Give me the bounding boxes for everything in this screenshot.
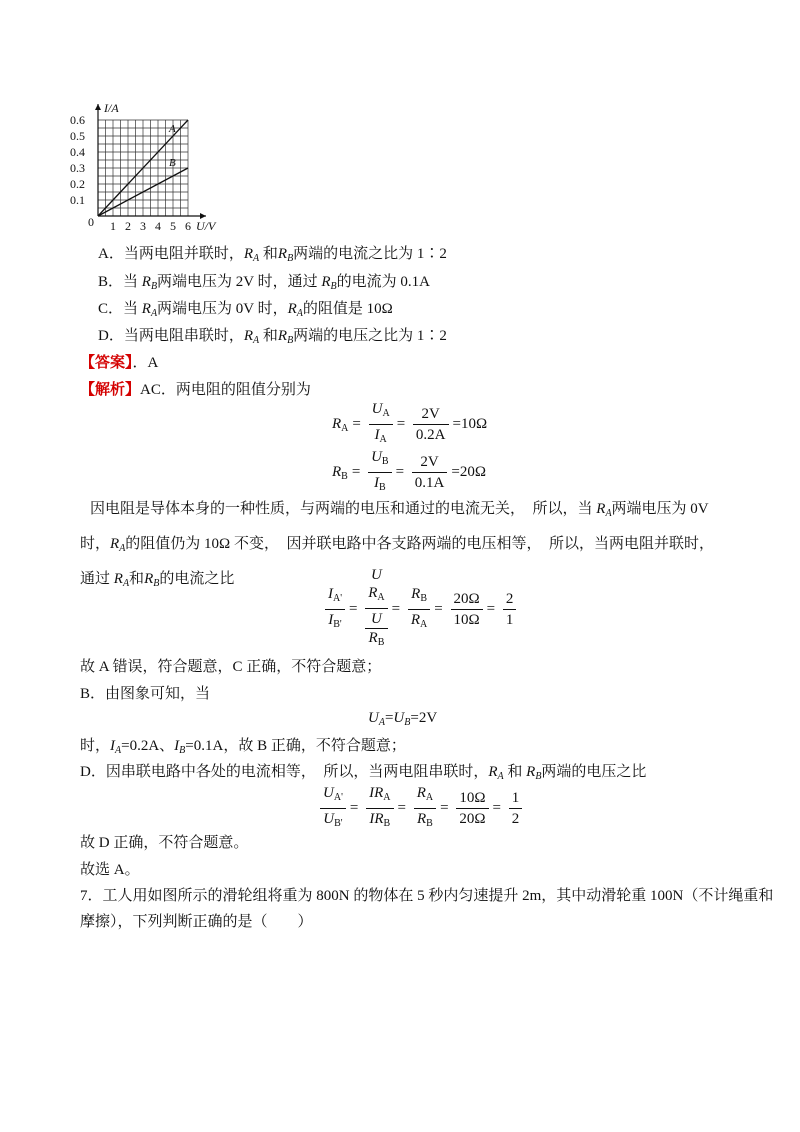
x-tick-label: 4: [155, 219, 161, 233]
option-a: A．当两电阻并联时，$R_A$ 和$R_B$两端的电流之比为 1∶2: [98, 246, 447, 264]
analysis-b-then: 时，$I_A=0.2A$、$I_B=0.1A$，故 B 正确，不符合题意；: [80, 738, 406, 756]
iu-chart: [68, 92, 238, 242]
option-d: D．当两电阻串联时，$R_A$ 和$R_B$两端的电压之比为 1∶2: [98, 328, 447, 346]
y-axis-label: I/A: [104, 101, 119, 115]
analysis-paragraph-1: 因电阻是导体本身的一种性质，与两端的电压和通过的电流无关， 所以，当 $R_A$两端电压为 0V 时，$R_A$的阻值仍为 10Ω 不变， 因并联电路中各支路两端的电压相等， 所以，当两电阻并联时，通过 $R_A$和$R_B$的电流之比: [80, 501, 714, 589]
equation-rb: $R_B$ = $\frac{U_B}{I_B}$ = $\frac{2V}{0.1A}$ =20Ω: [332, 449, 486, 493]
equation-ra: $R_A$ = $\frac{U_A}{I_A}$ = $\frac{2V}{0.2A}$ =10Ω: [332, 401, 488, 445]
question-7-line-2: 摩擦），下列判断正确的是（ ）: [80, 914, 313, 930]
origin-label: 0: [88, 215, 94, 229]
analysis-b-intro: B．由图象可知，当: [80, 686, 211, 702]
x-tick-label: 2: [125, 219, 131, 233]
answer-line: 【答案】．A: [80, 355, 159, 371]
analysis-intro: 【解析】AC．两电阻的阻值分别为: [80, 382, 311, 398]
x-axis-label: U/V: [196, 219, 216, 233]
y-tick-label: 0.6: [70, 113, 85, 127]
conclusion-d: 故 D 正确，不符合题意。: [80, 835, 249, 851]
x-tick-label: 5: [170, 219, 176, 233]
x-tick-label: 1: [110, 219, 116, 233]
y-tick-label: 0.2: [70, 177, 85, 191]
y-tick-label: 0.1: [70, 193, 85, 207]
analysis-label: 【解析】: [80, 382, 141, 398]
y-tick-label: 0.5: [70, 129, 85, 143]
conclusion-ac: 故 A 错误，符合题意，C 正确，不符合题意；: [80, 659, 382, 675]
option-c: C．当 $R_A$两端电压为 0V 时，$R_A$的阻值是 10Ω: [98, 301, 393, 319]
equation-current-ratio: $\frac{I_{A'}}{I_{B'}}$ = U $R_A$ U $R_B$ = $\frac{R_B}{R_A}$ = $\frac{20\Omega}{10\Omega}$ = $\frac{2}{1}$: [323, 566, 518, 652]
x-tick-label: 6: [185, 219, 191, 233]
final-answer: 故选 A。: [80, 862, 140, 878]
equation-voltage-ratio: $\frac{U_{A'}}{U_{B'}}$ = $\frac{IR_A}{IR_B}$ = $\frac{R_A}{R_B}$ = $\frac{10\Omega}{20\Omega}$ = $\frac{1}{2}$: [318, 784, 524, 833]
analysis-d-intro: D．因串联电路中各处的电流相等， 所以，当两电阻串联时，$R_A$ 和 $R_B$两端的电压之比: [80, 764, 647, 782]
x-tick-label: 3: [140, 219, 146, 233]
y-tick-label: 0.3: [70, 161, 85, 175]
question-7-line-1: 7．工人用如图所示的滑轮组将重为 800N 的物体在 5 秒内匀速提升 2m，其中动滑轮重 100N（不计绳重和: [80, 888, 774, 904]
y-axis-arrow: [95, 104, 101, 110]
series-label-a: A: [169, 123, 176, 135]
answer-label: 【答案】: [80, 355, 133, 371]
option-b: B．当 $R_B$两端电压为 2V 时，通过 $R_B$的电流为 0.1A: [98, 274, 430, 292]
equation-ua-ub: $U_A=U_B=2V$: [368, 710, 438, 728]
y-tick-label: 0.4: [70, 145, 85, 159]
series-label-b: B: [169, 157, 176, 169]
